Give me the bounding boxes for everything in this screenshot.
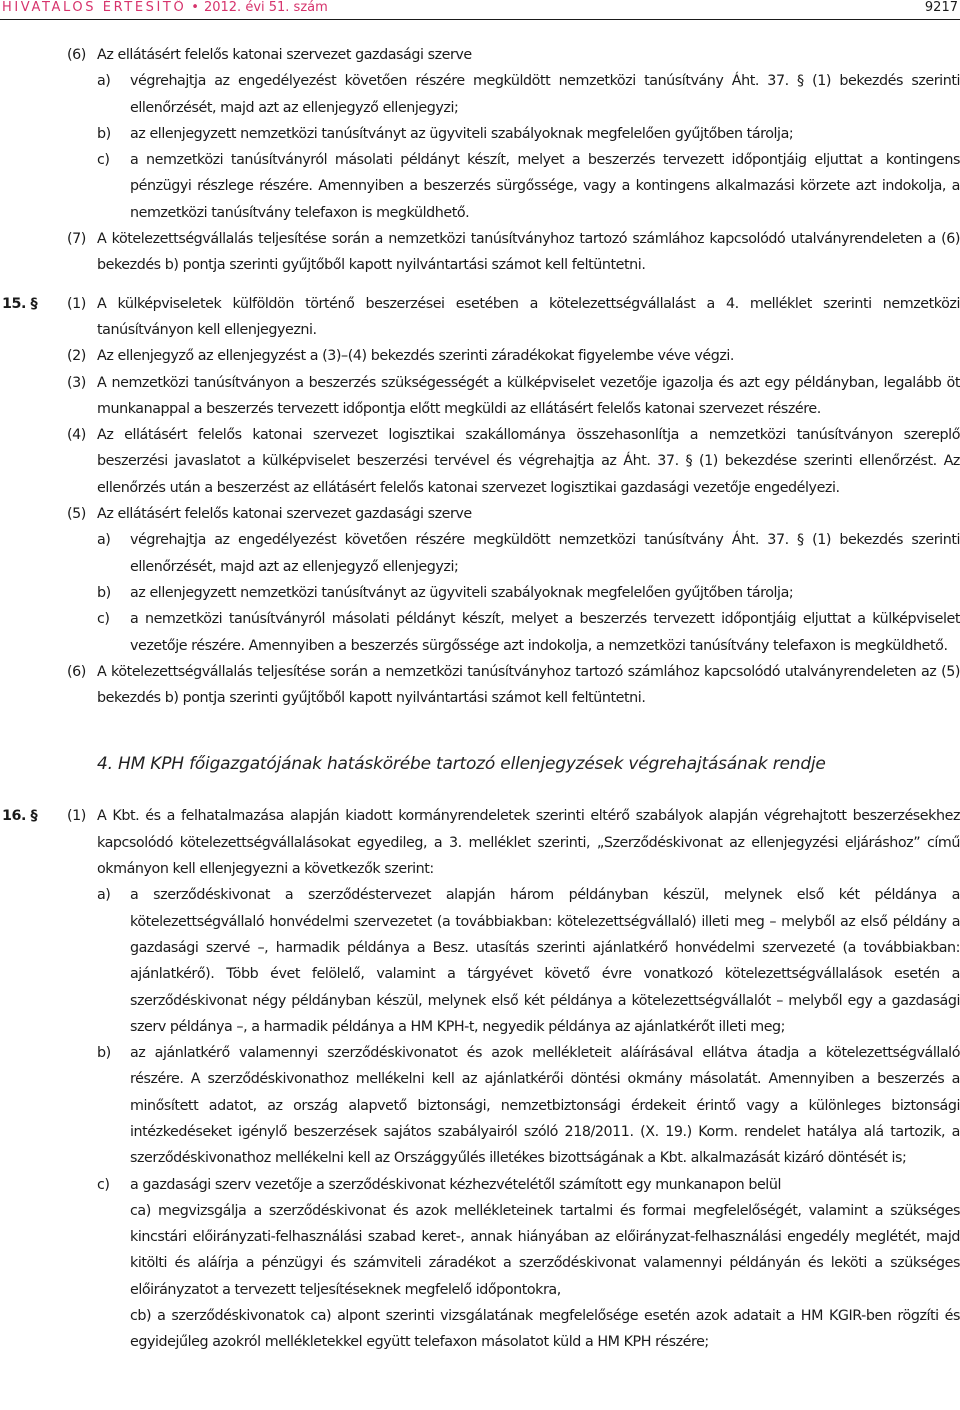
item-text: a szerződéskivonat a szerződéstervezet alapján három példányban készül, melynek első két példánya a kötelezettségvállaló honvédelmi szervezetet (a továbbiakban: kötelezettségvállaló) illeti meg – melyből az első példány a gazdasági szervé –, harmadik példánya a Besz. utasítás szerinti ajánlatkérő honvédelmi szervezeté (a továbbiakban: ajánlatkérő). Több évet felölelő, valamint a tárgyévet követő évre vonatkozó kötelezettségvállalások esetén a szerződéskivonat négy példányban készül, melynek első két példánya a kötelezettségvállalót – melyből egy a gazdasági szerv példánya –, a harmadik példánya a HM KPH-t, negyedik példánya az ajánlatkérőt illeti meg; — [130, 887, 960, 1035]
header-separator: • — [191, 0, 199, 15]
paragraph-text: Az ellátásért felelős katonai szervezet logisztikai szakállománya összehasonlítja a nemzetközi tanúsítványon szereplő beszerzési javaslatot a külképviselet beszerzési tervével és végrehajtja az Áht. 37. § (1) bekezdése szerinti ellenőrzést. Az ellenőrzés után a beszerzést az ellátásért felelős katonai szervezet logisztikai gazdasági vezetője engedélyezi. — [97, 427, 960, 496]
paragraph-text: A külképviseletek külföldön történő beszerzései esetében a kötelezettségvállalást a 4. melléklet szerinti nemzetközi tanúsítványon kell ellenjegyezni. — [97, 295, 960, 338]
item-text: végrehajtja az engedélyezést követően részére megküldött nemzetközi tanúsítvány Áht. 37. § (1) bekezdés szerinti ellenőrzését, majd azt az ellenjegyző ellenjegyzi; — [130, 73, 960, 116]
paragraph-text: A nemzetközi tanúsítványon a beszerzés szükségességét a külképviselet vezetője igazolja és azt egy példányban, legalább öt munkanappal a beszerzés tervezett időpontja előtt megküldi az ellátásért felelős katonai szervezet részére. — [97, 374, 960, 417]
item-label: a) — [97, 73, 111, 90]
paragraph-number: (6) — [67, 663, 86, 680]
issue-label: 2012. évi 51. szám — [203, 0, 328, 15]
spacer — [0, 279, 960, 291]
item-15-5-b — [0, 580, 960, 606]
paragraph-text: A Kbt. és a felhatalmazása alapján kiadott kormányrendeletek szerinti eltérő szabályok alapján végrehajtott beszerzésekhez kapcsolódó kötelezettségvállalásokat egyedileg, a 3. melléklet szerinti, „Szerződéskivonat az ellenjegyzési eljáráshoz” című okmányon kell ellenjegyezni a következők szerint: — [97, 808, 960, 878]
journal-title: HIVATALOS ÉRTESÍTŐ — [2, 0, 187, 15]
item-15-5-a — [0, 527, 960, 580]
chapter-heading: 4. HM KPH főigazgatójának hatáskörébe tartozó ellenjegyzések végrehajtásának rendje — [97, 754, 826, 775]
paragraph-number: (4) — [67, 427, 86, 444]
paragraph-15-1 — [0, 291, 960, 344]
paragraph-text: Az ellátásért felelős katonai szervezet gazdasági szerve — [97, 506, 472, 523]
section-number: 16. § — [2, 808, 38, 825]
paragraph-number: (7) — [67, 231, 86, 248]
paragraph-number: (6) — [67, 47, 86, 63]
item-text: az ellenjegyzett nemzetközi tanúsítványt az ügyviteli szabályoknak megfelelően gyűjtőben tárolja; — [130, 584, 794, 601]
item-15-5-c — [0, 606, 960, 659]
item-16-1-b — [0, 1040, 960, 1171]
item-label: b) — [97, 584, 111, 601]
item-14-6-c — [0, 147, 960, 226]
paragraph-15-2 — [0, 343, 960, 369]
item-label: c) — [97, 611, 110, 628]
paragraph-text: Az ellátásért felelős katonai szervezet gazdasági szerve — [97, 47, 472, 63]
paragraph-15-5 — [0, 501, 960, 527]
item-text: a gazdasági szerv vezetője a szerződéskivonat kézhezvételétől számított egy munkanapon belül — [130, 1176, 781, 1193]
header-rule — [0, 19, 960, 20]
document-body — [0, 42, 960, 1356]
item-label: a) — [97, 887, 111, 904]
paragraph-14-6 — [0, 42, 960, 68]
item-text: a nemzetközi tanúsítványról másolati példányt készít, melyet a beszerzés tervezett időpontjáig eljuttat a külképviselet vezetője részére. Amennyiben a beszerzés sürgőssége azt indokolja, a nemzetközi tanúsítvány telefaxon is megküldhető. — [130, 611, 960, 654]
paragraph-14-7 — [0, 226, 960, 279]
section-number: 15. § — [2, 295, 38, 312]
item-16-1-c — [0, 1172, 960, 1198]
spacer — [0, 777, 960, 803]
item-label: c) — [97, 152, 110, 169]
paragraph-text: A kötelezettségvállalás teljesítése során a nemzetközi tanúsítványhoz tartozó számlához kapcsolódó utalványrendeleten a (6) bekezdés b) pontja szerinti gyűjtőből kapott nyilvántartási számot kell feltüntetni. — [97, 231, 960, 274]
item-16-1-a — [0, 882, 960, 1040]
paragraph-number: (3) — [67, 374, 86, 391]
paragraph-15-4 — [0, 422, 960, 501]
item-text: végrehajtja az engedélyezést követően részére megküldött nemzetközi tanúsítvány Áht. 37. § (1) bekezdés szerinti ellenőrzését, majd azt az ellenjegyző ellenjegyzi; — [130, 532, 960, 575]
item-14-6-b — [0, 121, 960, 147]
item-text: az ellenjegyzett nemzetközi tanúsítványt az ügyviteli szabályoknak megfelelően gyűjtőben tárolja; — [130, 125, 794, 142]
paragraph-text: A kötelezettségvállalás teljesítése során a nemzetközi tanúsítványhoz tartozó számlához kapcsolódó utalványrendeleten az (5) bekezdés b) pontja szerinti gyűjtőből kapott nyilvántartási számot kell feltüntetni. — [97, 663, 960, 707]
item-label: b) — [97, 125, 111, 142]
paragraph-text: Az ellenjegyző az ellenjegyzést a (3)–(4) bekezdés szerinti záradékokat figyelembe véve végzi. — [97, 348, 735, 365]
item-text: az ajánlatkérő valamennyi szerződéskivonatot és azok mellékleteit aláírásával ellátva átadja a kötelezettségvállaló részére. A szerződéskivonathoz mellékelni kell az ajánlatkérői döntési okmány másolatát. Amennyiben a beszerzés a minősített adatot, az ország alapvető biztonsági, nemzetbiztonsági érdekeit érintő vagy a különleges biztonsági intézkedéseket igénylő beszerzések sajátos szabályairól szóló 218/2011. (X. 19.) Korm. rendelet hatálya alá tartozik, a szerződéskivonathoz mellékelni kell az Országgyűlés illetékes bizottságának a Kbt. alkalmazását kizáró döntését is; — [130, 1045, 960, 1167]
subitem-16-1-ca: ca) megvizsgálja a szerződéskivonat és azok mellékleteinek tartalmi és formai megfelelőségét, valamint a szükséges kincstári előirányzati-felhasználási szabad keret-, annak hiányában az előirányzat-felhasználási engedély meglétét, majd kitölti és aláírja a pénzügyi és számviteli záradékot a szerződéskivonat valamennyi példányán és leköti a szükséges előirányzatot a tervezett teljesítéseknek megfelelő időpontokra, — [130, 1202, 960, 1298]
header-left — [2, 0, 328, 15]
item-text: a nemzetközi tanúsítványról másolati példányt készít, melyet a beszerzés tervezett időpontjáig eljuttat a kontingens pénzügyi részlege részére. Amennyiben a beszerzés sürgőssége, vagy a kontingens alkalmazási körzete azt indokolja, a nemzetközi tanúsítvány telefaxon is megküldhető. — [130, 152, 960, 221]
paragraph-number: (2) — [67, 348, 86, 365]
item-label: b) — [97, 1045, 111, 1062]
paragraph-number: (1) — [67, 808, 86, 825]
page-number: 9217 — [924, 0, 958, 15]
paragraph-15-3 — [0, 370, 960, 423]
paragraph-number: (1) — [67, 295, 86, 312]
paragraph-number: (5) — [67, 506, 86, 523]
paragraph-15-6 — [0, 659, 960, 712]
item-14-6-a — [0, 68, 960, 121]
spacer — [0, 711, 960, 751]
subitem-16-1-cb: cb) a szerződéskivonatok ca) alpont szerinti vizsgálatának megfelelősége esetén azok adatait a HM KGIR-ben rögzíti és egyidejűleg azokról mellékletekkel együtt telefaxon másolatot küld a HM KPH részére; — [130, 1308, 960, 1351]
item-label: c) — [97, 1176, 110, 1193]
item-label: a) — [97, 532, 111, 549]
paragraph-16-1 — [0, 803, 960, 882]
